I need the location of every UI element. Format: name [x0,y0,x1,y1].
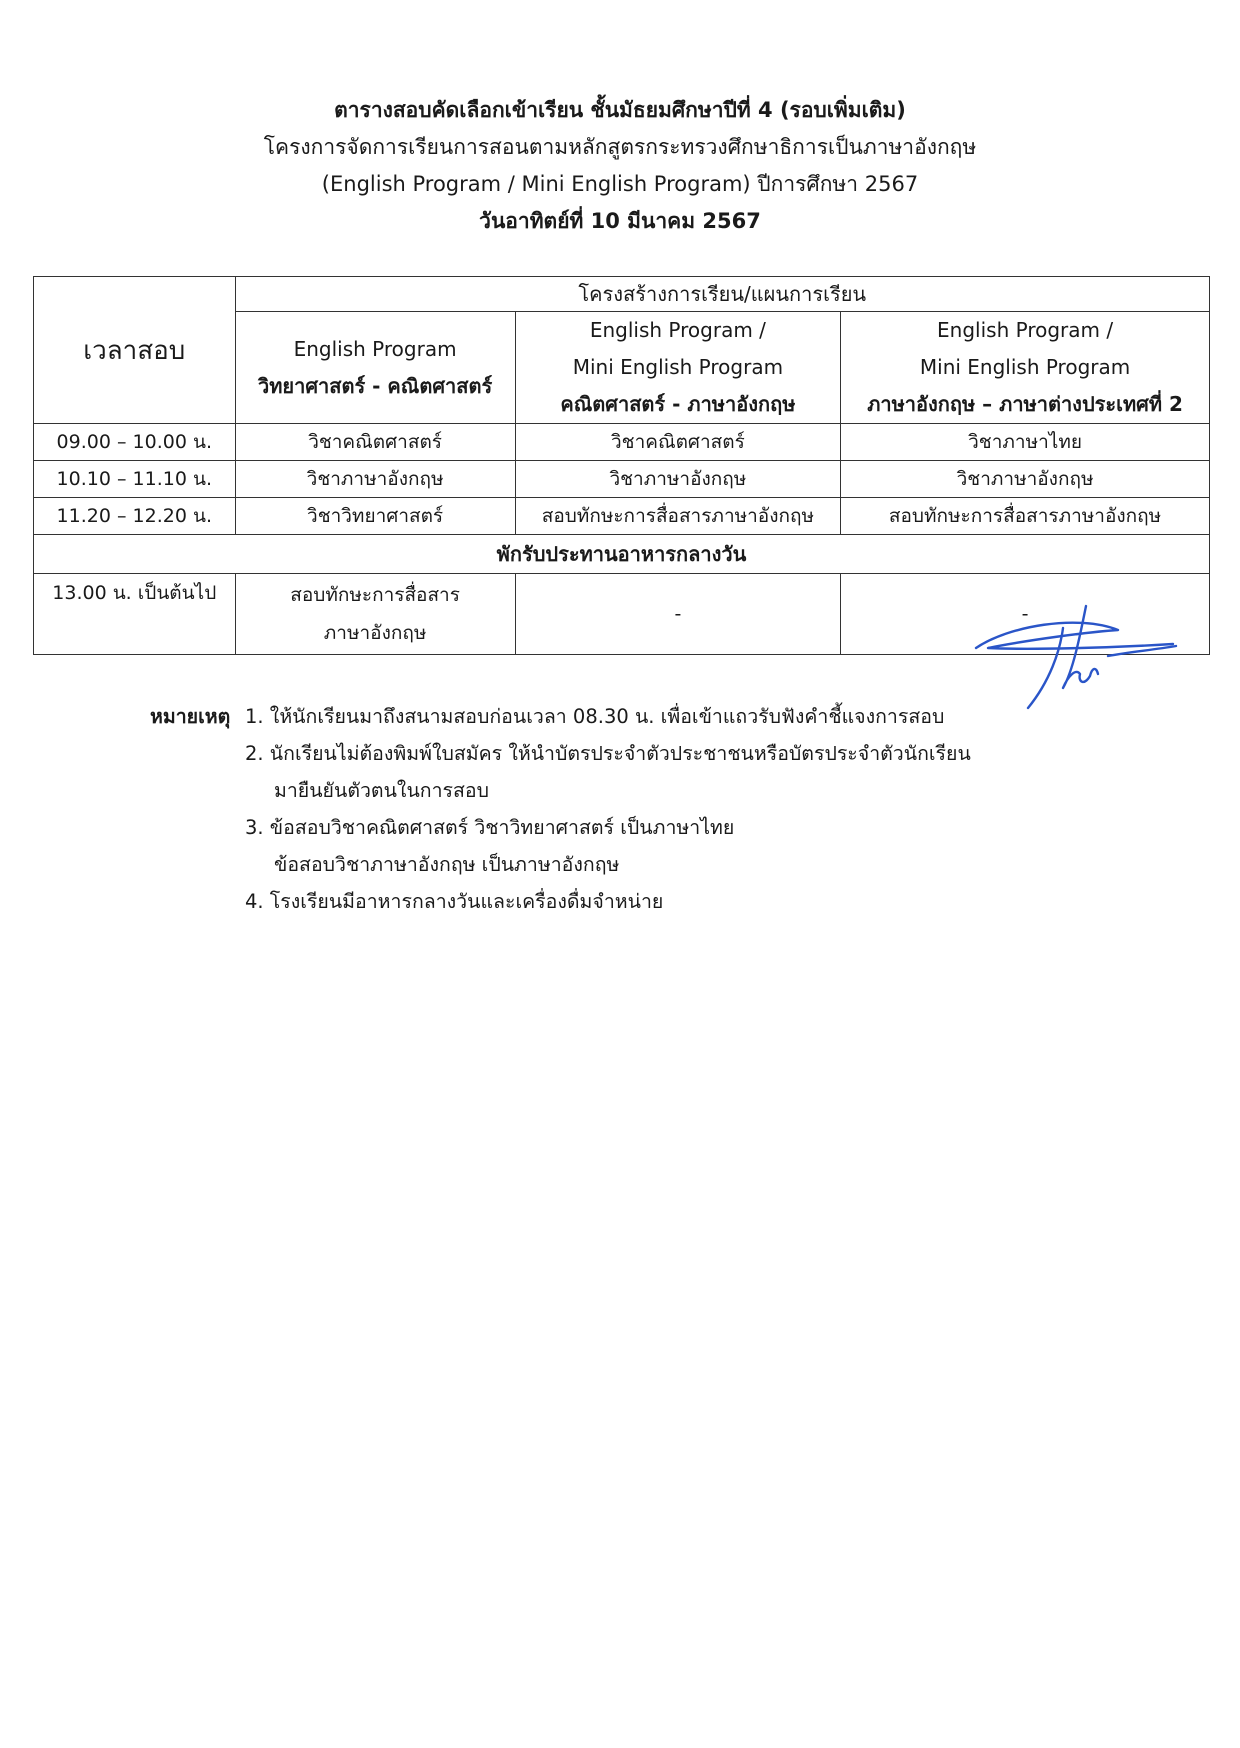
program-a-line-1: English Program [293,336,457,361]
subject-cell [235,574,515,655]
note-2-cont: มายืนยันตัวตนในการสอบ [274,779,489,802]
program-c-line-2: Mini English Program [919,355,1131,379]
time-column-header: เวลาสอบ [34,277,236,424]
title-line-3: (English Program / Mini English Program) ปีการศึกษา 2567 [321,172,919,196]
subject-line-1: สอบทักษะการสื่อสาร [290,584,460,606]
subject-cell: วิชาภาษาไทย [841,424,1210,461]
subject-line-2: ภาษาอังกฤษ [323,622,427,644]
subject-cell: สอบทักษะการสื่อสารภาษาอังกฤษ [841,498,1210,535]
title-date: วันอาทิตย์ที่ 10 มีนาคม 2567 [479,209,761,233]
program-header-b [515,312,840,424]
table-row [34,498,1210,535]
note-3: 3. ข้อสอบวิชาคณิตศาสตร์ วิชาวิทยาศาสตร์ เป็นภาษาไทย [245,816,735,839]
title-line-1: ตารางสอบคัดเลือกเข้าเรียน ชั้นมัธยมศึกษาปีที่ 4 (รอบเพิ่มเติม) [334,98,906,122]
program-header-c [841,312,1210,424]
notes-section [150,698,971,920]
subject-cell: วิชาภาษาอังกฤษ [841,461,1210,498]
subject-cell: - [841,574,1210,655]
subject-cell: วิชาคณิตศาสตร์ [235,424,515,461]
lunch-break-row: พักรับประทานอาหารกลางวัน [34,535,1210,574]
program-c-line-3: ภาษาอังกฤษ – ภาษาต่างประเทศที่ 2 [867,392,1183,416]
title-line-2: โครงการจัดการเรียนการสอนตามหลักสูตรกระทรวงศึกษาธิการเป็นภาษาอังกฤษ [263,135,977,159]
document-title [0,92,1240,240]
program-a-line-2: วิทยาศาสตร์ - คณิตศาสตร์ [257,373,493,398]
table-row [34,461,1210,498]
structure-header: โครงสร้างการเรียน/แผนการเรียน [235,277,1209,312]
program-b-line-3: คณิตศาสตร์ - ภาษาอังกฤษ [560,392,796,416]
program-c-line-1: English Program / [937,318,1114,342]
time-cell: 10.10 – 11.10 น. [34,461,236,498]
notes-label: หมายเหตุ [150,705,231,728]
program-b-line-2: Mini English Program [572,355,784,379]
note-1 [150,698,971,735]
program-b-line-1: English Program / [589,318,766,342]
subject-cell: วิชาคณิตศาสตร์ [515,424,840,461]
program-header-a [235,312,515,424]
subject-cell: วิชาภาษาอังกฤษ [235,461,515,498]
note-4: 4. โรงเรียนมีอาหารกลางวันและเครื่องดื่มจำหน่าย [245,890,664,913]
table-row [34,424,1210,461]
subject-cell: วิชาวิทยาศาสตร์ [235,498,515,535]
subject-cell: - [515,574,840,655]
time-cell: 13.00 น. เป็นต้นไป [34,574,236,655]
time-cell: 09.00 – 10.00 น. [34,424,236,461]
signature-image [968,596,1188,716]
time-cell: 11.20 – 12.20 น. [34,498,236,535]
note-2: 2. นักเรียนไม่ต้องพิมพ์ใบสมัคร ให้นำบัตรประจำตัวประชาชนหรือบัตรประจำตัวนักเรียน [245,742,971,765]
subject-cell: สอบทักษะการสื่อสารภาษาอังกฤษ [515,498,840,535]
note-1-text: 1. ให้นักเรียนมาถึงสนามสอบก่อนเวลา 08.30 น. เพื่อเข้าแถวรับฟังคำชี้แจงการสอบ [245,705,945,728]
note-3-cont: ข้อสอบวิชาภาษาอังกฤษ เป็นภาษาอังกฤษ [274,853,620,876]
subject-cell: วิชาภาษาอังกฤษ [515,461,840,498]
